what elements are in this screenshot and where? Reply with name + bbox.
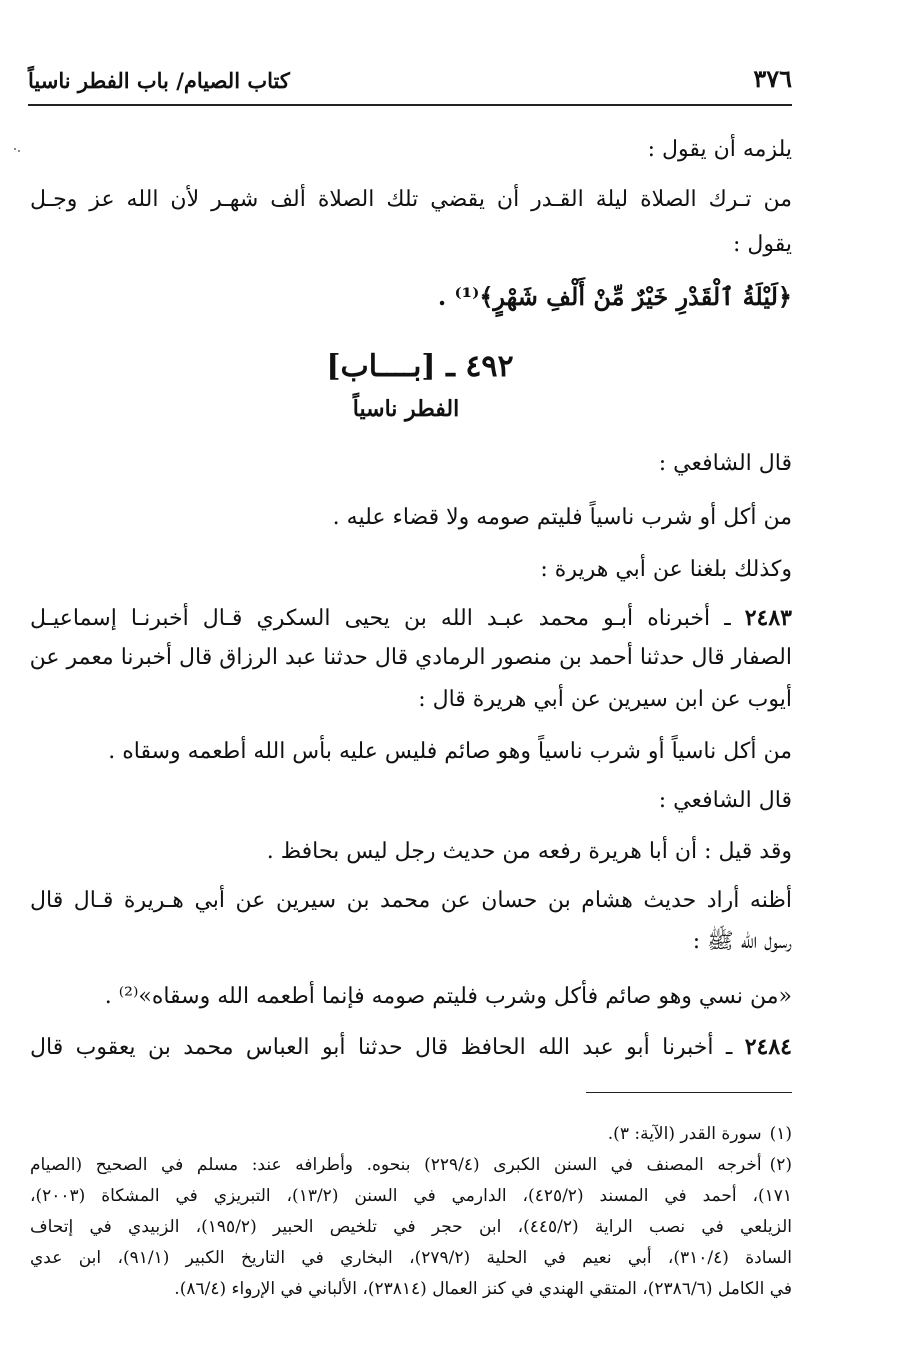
body-line: يلزمه أن يقول :	[647, 137, 792, 162]
header-title: كتاب الصيام/ باب الفطر ناسياً	[28, 68, 290, 93]
quran-verse: ﴿لَيْلَةُ ٱلْقَدْرِ خَيْرٌ مِّنْ أَلْفِ شَهْرٍ﴾⁽¹⁾ .	[437, 282, 792, 311]
scan-speck	[18, 150, 20, 152]
hadith-number: ٢٤٨٣	[744, 605, 792, 631]
body-line: من تـرك الصلاة ليلة القـدر أن يقضي تلك الصلاة ألف شهـر لأن الله عز وجـل	[30, 187, 792, 212]
footnote-divider	[586, 1092, 792, 1093]
hadith-number: ٢٤٨٤	[744, 1034, 792, 1060]
footnote-2: (٢)أخرجه المصنف في السنن الكبرى (٢٢٩/٤) بنحوه. وأطرافه عند: مسلم في الصحيح (الصيام	[30, 1155, 792, 1175]
chapter-heading: ٤٩٢ ـ [بــــاب]	[326, 349, 514, 384]
hadith-text: «من نسي وهو صائم فأكل وشرب فليتم صومه فإنما أطعمه الله وسقاه»⁽²⁾ .	[104, 984, 792, 1009]
footnote-number: (٢)	[769, 1155, 792, 1175]
body-line: أيوب عن ابن سيرين عن أبي هريرة قال :	[418, 687, 792, 712]
body-line: الصفار قال حدثنا أحمد بن منصور الرمادي قال حدثنا عبد الرزاق قال أخبرنا معمر عن	[29, 645, 792, 670]
footnote-line: الزيلعي في نصب الراية (٤٤٥/٢)، ابن حجر في تلخيص الحبير (١٩٥/٢)، الزبيدي في إتحاف	[30, 1217, 792, 1237]
chapter-subtitle: الفطر ناسياً	[352, 396, 460, 422]
hadith-2484-line: ٢٤٨٤ ـ أخبرنا أبو عبد الله الحافظ قال حدثنا أبو العباس محمد بن يعقوب قال	[30, 1034, 792, 1060]
body-line: وكذلك بلغنا عن أبي هريرة :	[540, 557, 792, 582]
footnote-line: ١٧١)، أحمد في المسند (٤٢٥/٢)، الدارمي في السنن (١٣/٢)، التبريزي في المشكاة (٢٠٠٣)،	[30, 1186, 792, 1206]
body-line: يقول :	[732, 232, 792, 257]
body-line: رسول الله ﷺ :	[692, 929, 792, 954]
body-line: من أكل أو شرب ناسياً فليتم صومه ولا قضاء عليه .	[332, 505, 792, 530]
body-line: أظنه أراد حديث هشام بن حسان عن محمد بن سيرين عن أبي هـريرة قـال قال	[30, 888, 792, 913]
running-header	[28, 58, 792, 106]
footnote-line: في الكامل (٢٣٨٦/٦)، المتقي الهندي في كنز العمال (٢٣٨١٤)، الألباني في الإرواء (٨٦/٤).	[174, 1279, 792, 1299]
body-line: قال الشافعي :	[658, 451, 792, 476]
hadith-text: من أكل ناسياً أو شرب ناسياً وهو صائم فليس عليه بأس الله أطعمه وسقاه .	[108, 739, 792, 764]
body-line: وقد قيل : أن أبا هريرة رفعه من حديث رجل ليس بحافظ .	[266, 839, 792, 864]
body-line: قال الشافعي :	[658, 788, 792, 813]
page-number: ٣٧٦	[753, 64, 792, 93]
scan-speck	[14, 148, 16, 150]
footnote-1: (١)سورة القدر (الآية: ٣).	[607, 1124, 792, 1144]
footnote-number: (١)	[769, 1124, 792, 1144]
footnote-line: السادة (٣١٠/٤)، أبي نعيم في الحلية (٢٧٩/٢)، البخاري في التاريخ الكبير (٩١/١)، ابن عدي	[30, 1248, 792, 1268]
hadith-2483-line: ٢٤٨٣ ـ أخبرناه أبـو محمد عبـد الله بن يحيى السكري قـال أخبرنـا إسماعيـل	[30, 605, 792, 631]
